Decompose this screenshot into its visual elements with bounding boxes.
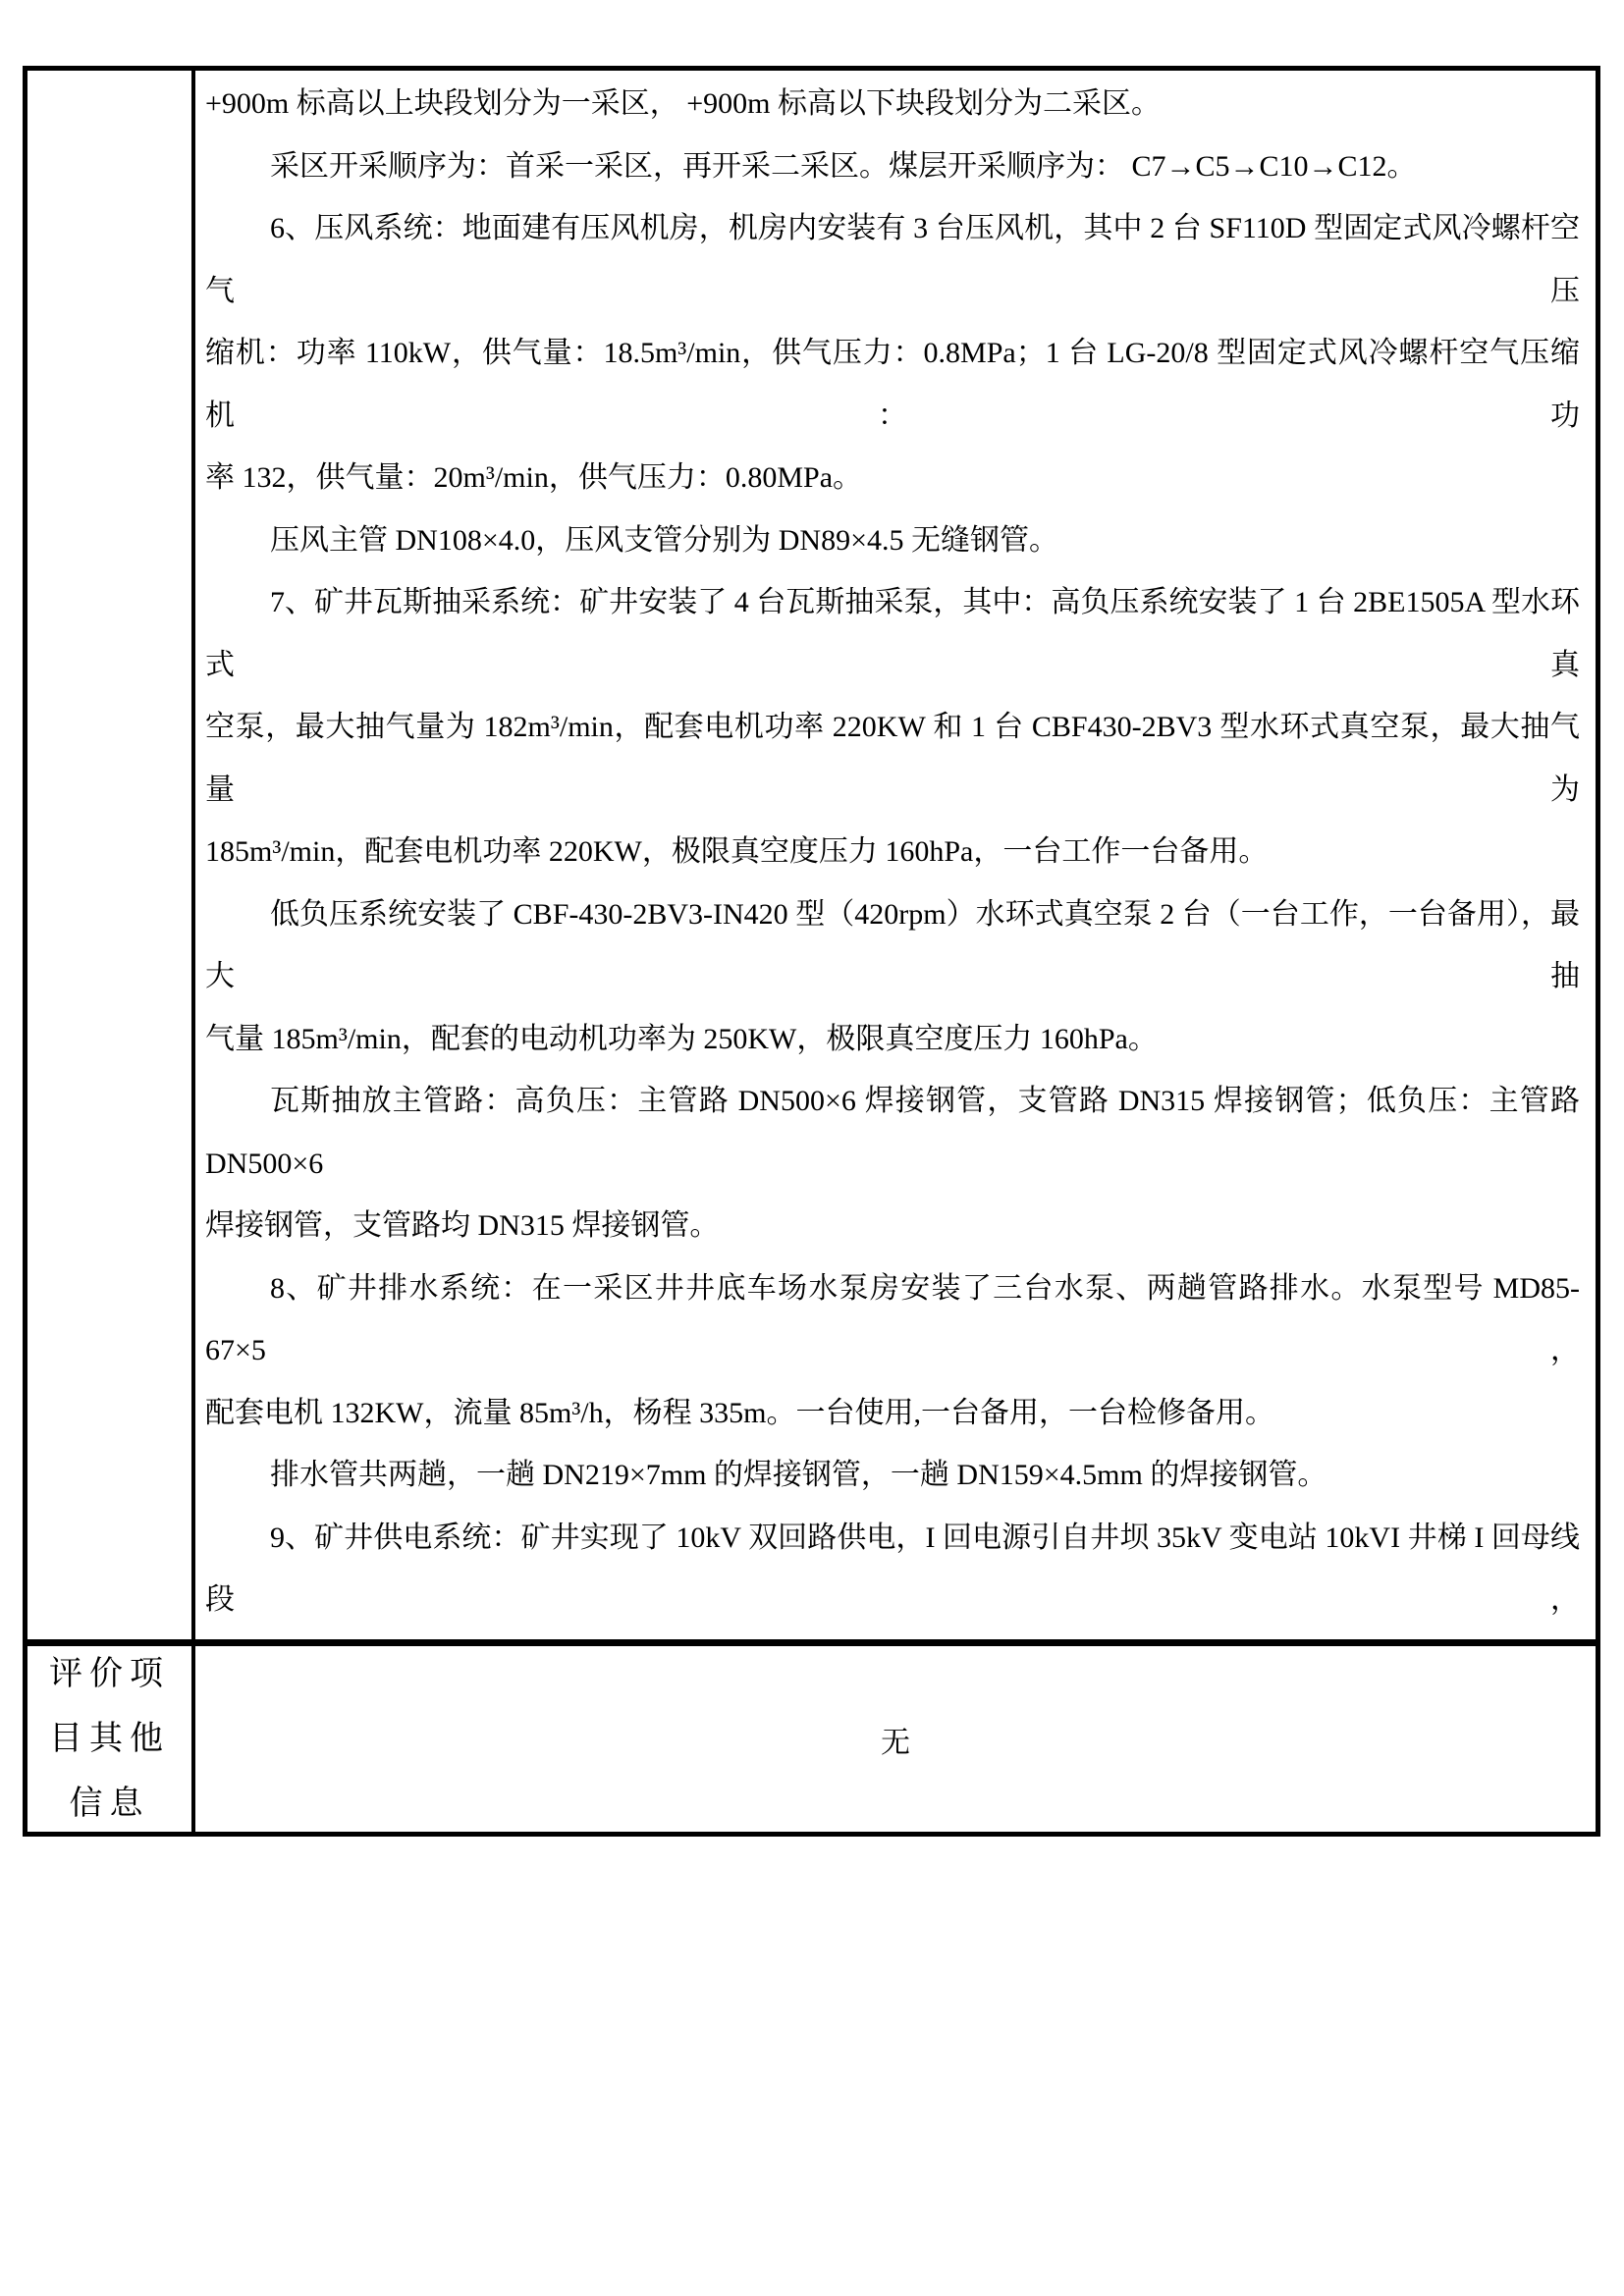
text-line: 焊接钢管，支管路均 DN315 焊接钢管。 bbox=[205, 1209, 720, 1242]
text-line: 7、矿井瓦斯抽采系统：矿井安装了 4 台瓦斯抽采泵，其中：高负压系统安装了 1 台 2BE1505A 型水环式真 bbox=[205, 586, 1580, 681]
main-row-label-cell bbox=[27, 71, 195, 1639]
footer-label-cell bbox=[27, 1646, 195, 1832]
text-line: 采区开采顺序为：首采一采区，再开采二采区。煤层开采顺序为： C7→C5→C10→C12。 bbox=[270, 149, 1417, 183]
text-line: 低负压系统安装了 CBF-430-2BV3-IN420 型（420rpm）水环式真空泵 2 台（一台工作，一台备用），最大抽 bbox=[205, 897, 1580, 992]
text-line: 9、矿井供电系统：矿井实现了 10kV 双回路供电，I 回电源引自井坝 35kV 变电站 10kVI 井梯 I 回母线段， bbox=[205, 1521, 1580, 1616]
main-row-content-cell bbox=[195, 71, 1596, 1639]
footer-label-line: 评价项 bbox=[49, 1655, 170, 1692]
text-line bbox=[205, 1631, 1580, 1640]
text-line: 压风主管 DN108×4.0，压风支管分别为 DN89×4.5 无缝钢管。 bbox=[270, 523, 1058, 557]
text-line: 率 132，供气量：20m³/min，供气压力：0.80MPa。 bbox=[205, 461, 863, 494]
text-line: 排水管共两趟，一趟 DN219×7mm 的焊接钢管，一趟 DN159×4.5mm 的焊接钢管。 bbox=[270, 1459, 1327, 1491]
table-row-main bbox=[27, 71, 1596, 1639]
report-table bbox=[23, 66, 1600, 1837]
text-line: 185m³/min，配套电机功率 220KW，极限真空度压力 160hPa，一台工作一台备用。 bbox=[205, 835, 1269, 868]
table-row-footer bbox=[27, 1639, 1596, 1832]
footer-value-text: 无 bbox=[881, 1726, 910, 1759]
text-line: 空泵，最大抽气量为 182m³/min，配套电机功率 220KW 和 1 台 CBF430-2BV3 型水环式真空泵，最大抽气量为 bbox=[205, 711, 1580, 806]
footer-label-line: 信息 bbox=[69, 1785, 150, 1822]
text-line: 6、压风系统：地面建有压风机房，机房内安装有 3 台压风机，其中 2 台 SF110D 型固定式风冷螺杆空气压 bbox=[205, 212, 1580, 307]
text-line: 8、矿井排水系统：在一采区井井底车场水泵房安装了三台水泵、两趟管路排水。水泵型号 MD85-67×5， bbox=[205, 1271, 1580, 1366]
footer-label-line: 目其他 bbox=[49, 1720, 170, 1757]
text-line: 气量 185m³/min，配套的电动机功率为 250KW，极限真空度压力 160hPa。 bbox=[205, 1022, 1158, 1055]
footer-value-cell bbox=[195, 1646, 1596, 1832]
text-line: +900m 标高以上块段划分为一采区， +900m 标高以下块段划分为二采区。 bbox=[205, 87, 1162, 120]
text-line: 缩机：功率 110kW，供气量：18.5m³/min，供气压力：0.8MPa；1 台 LG-20/8 型固定式风冷螺杆空气压缩机：功 bbox=[205, 337, 1580, 432]
text-line: 配套电机 132KW，流量 85m³/h，杨程 335m。一台使用,一台备用，一台检修备用。 bbox=[205, 1396, 1274, 1429]
text-line: 瓦斯抽放主管路：高负压：主管路 DN500×6 焊接钢管，支管路 DN315 焊接钢管；低负压：主管路 DN500×6 bbox=[205, 1085, 1580, 1180]
